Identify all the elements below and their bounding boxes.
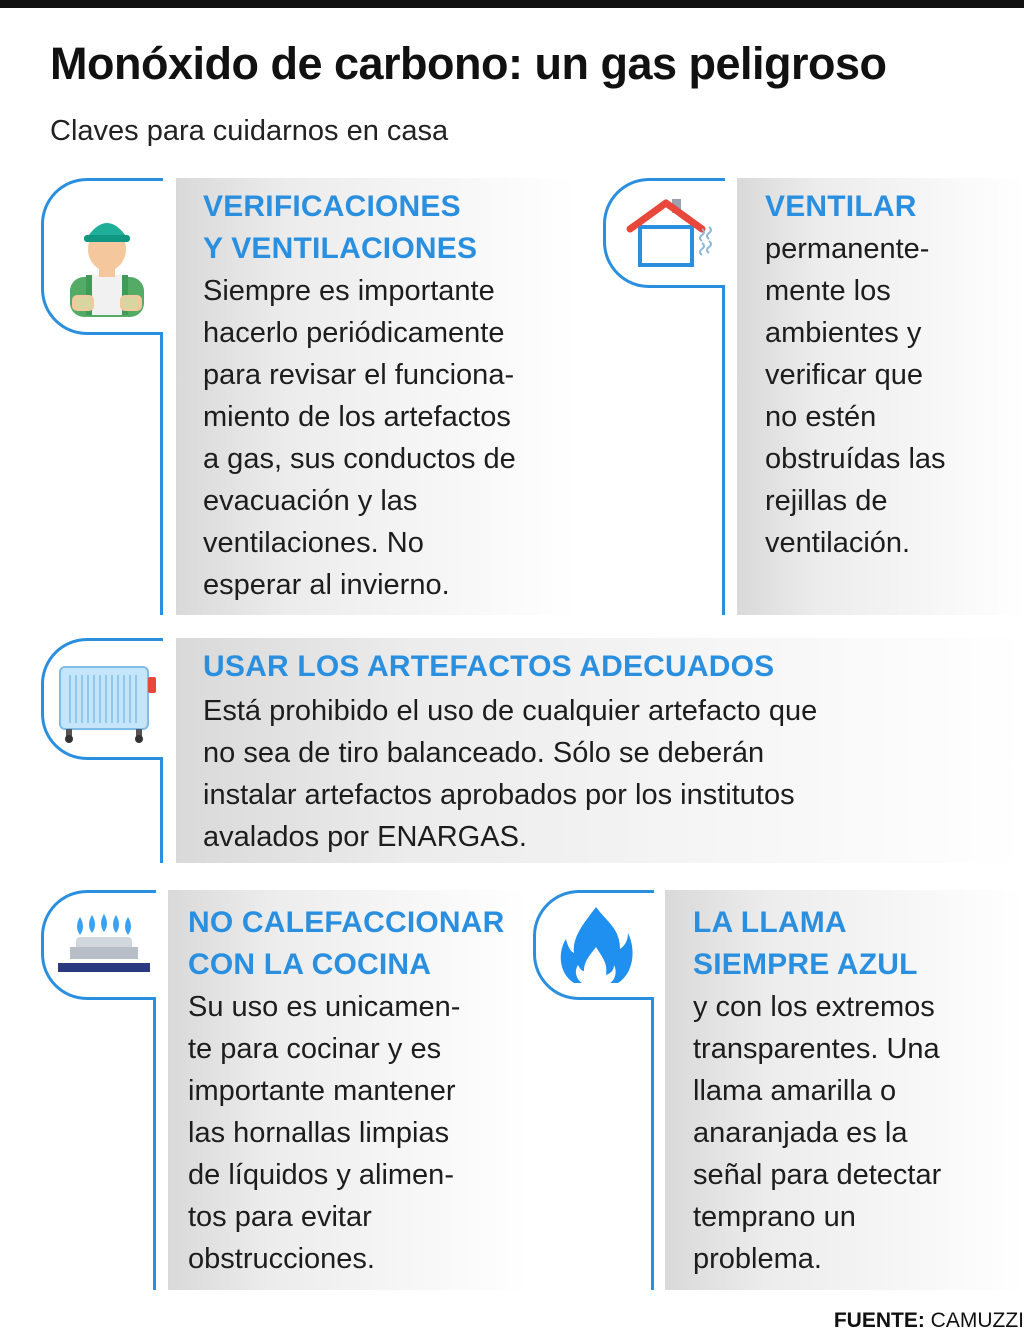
stove-burner-icon	[54, 907, 150, 983]
source-label: FUENTE:	[833, 1309, 925, 1332]
card-body-line: las hornallas limpias	[188, 1117, 450, 1149]
card-body-line: Está prohibido el uso de cualquier artefacto que	[203, 695, 818, 727]
card-body-line: señal para detectar	[693, 1159, 942, 1191]
icon-frame	[533, 890, 654, 1000]
card-body	[693, 986, 941, 1280]
card-body-line: y con los extremos	[693, 991, 935, 1023]
card-body	[203, 690, 817, 858]
card-title-line: Y VENTILACIONES	[203, 232, 478, 265]
card-body-line: problema.	[693, 1243, 822, 1275]
card-body-line: a gas, sus conductos de	[203, 443, 516, 475]
technician-icon	[52, 199, 162, 319]
page-subtitle: Claves para cuidarnos en casa	[50, 115, 449, 147]
card-title-line: SIEMPRE AZUL	[693, 948, 918, 981]
card-title	[203, 186, 477, 270]
card-body-line: hacerlo periódicamente	[203, 317, 505, 349]
card-title	[203, 646, 774, 688]
card-body-line: permanente-	[765, 233, 930, 265]
icon-frame	[603, 178, 725, 288]
card-body-line: verificar que	[765, 359, 923, 391]
heater-icon	[56, 661, 160, 745]
card-title-line: VERIFICACIONES	[203, 190, 461, 223]
top-rule	[0, 0, 1024, 8]
card-title	[765, 186, 917, 228]
icon-frame	[41, 178, 163, 335]
card-body-line: para revisar el funciona-	[203, 359, 515, 391]
icon-frame	[41, 638, 163, 760]
card-body-line: transparentes. Una	[693, 1033, 940, 1065]
card-body-line: ventilación.	[765, 527, 911, 559]
card-body-line: anaranjada es la	[693, 1117, 908, 1149]
card-body-line: temprano un	[693, 1201, 856, 1233]
card-body	[203, 270, 516, 606]
card-title-line: USAR LOS ARTEFACTOS ADECUADOS	[203, 650, 775, 683]
card-body-line: tos para evitar	[188, 1201, 372, 1233]
icon-frame	[41, 890, 156, 1000]
card-title-line: CON LA COCINA	[188, 948, 432, 981]
card-body-line: no sea de tiro balanceado. Sólo se deberán	[203, 737, 765, 769]
page-title: Monóxido de carbono: un gas peligroso	[50, 38, 887, 89]
card-body-line: obstruídas las	[765, 443, 946, 475]
card-body-line: rejillas de	[765, 485, 888, 517]
card-body-line: importante mantener	[188, 1075, 456, 1107]
card-body-line: miento de los artefactos	[203, 401, 511, 433]
card-body-line: esperar al invierno.	[203, 569, 450, 601]
card-body-line: obstrucciones.	[188, 1243, 375, 1275]
source-credit	[834, 1309, 1024, 1333]
card-title-line: VENTILAR	[765, 190, 917, 223]
card-body	[188, 986, 460, 1280]
card-title-line: NO CALEFACCIONAR	[188, 906, 505, 939]
card-body-line: llama amarilla o	[693, 1075, 897, 1107]
card-title	[693, 902, 918, 986]
card-body-line: Su uso es unicamen-	[188, 991, 461, 1023]
card-body-line: Siempre es importante	[203, 275, 495, 307]
card-body-line: te para cocinar y es	[188, 1033, 442, 1065]
card-body-line: ambientes y	[765, 317, 922, 349]
card-body-line: mente los	[765, 275, 891, 307]
card-title-line: LA LLAMA	[693, 906, 847, 939]
card-body-line: instalar artefactos aprobados por los institutos	[203, 779, 795, 811]
house-ventilation-icon	[620, 193, 720, 273]
card-body	[765, 228, 946, 564]
card-body-line: de líquidos y alimen-	[188, 1159, 454, 1191]
card-body-line: evacuación y las	[203, 485, 418, 517]
card-title	[188, 902, 505, 986]
card-body-line: ventilaciones. No	[203, 527, 424, 559]
blue-flame-icon	[556, 903, 636, 987]
source-value: CAMUZZI	[930, 1309, 1024, 1332]
card-body-line: no estén	[765, 401, 877, 433]
card-body-line: avalados por ENARGAS.	[203, 821, 527, 853]
